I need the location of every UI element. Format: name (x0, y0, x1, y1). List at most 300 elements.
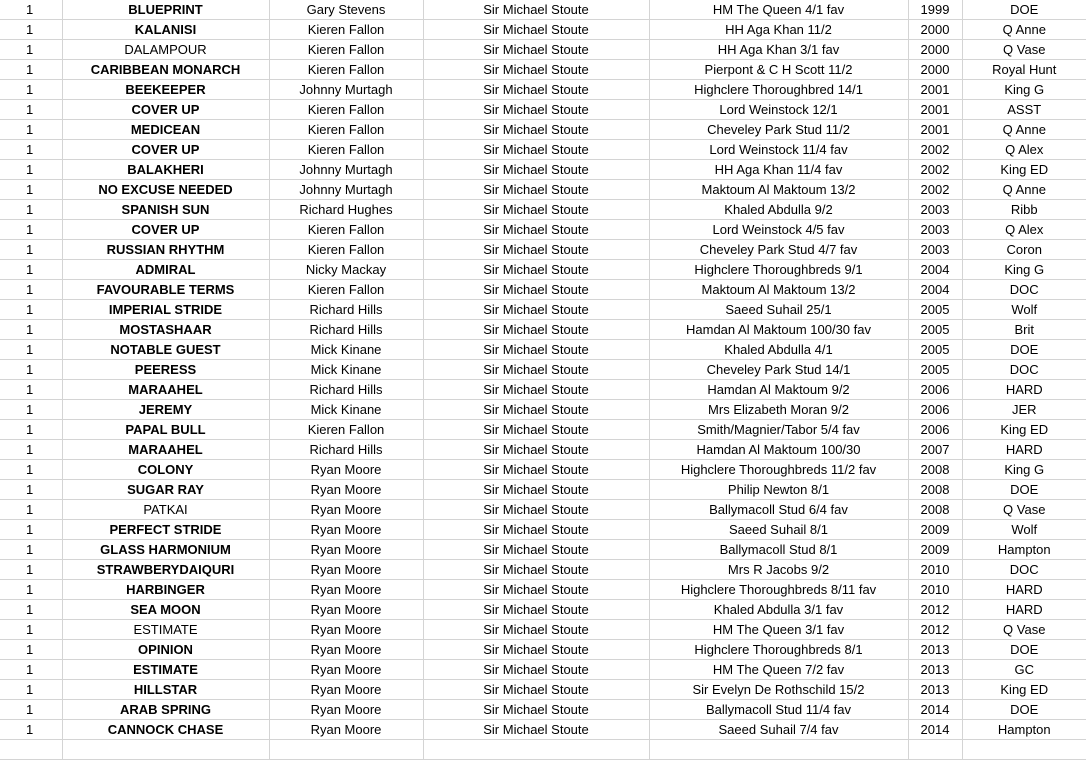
cell-horse[interactable]: JEREMY (62, 400, 269, 420)
cell-year[interactable]: 2005 (908, 320, 962, 340)
cell-year[interactable]: 2006 (908, 400, 962, 420)
cell-owner-odds[interactable]: Lord Weinstock 12/1 (649, 100, 908, 120)
cell-year[interactable]: 2001 (908, 100, 962, 120)
cell-horse[interactable]: PAPAL BULL (62, 420, 269, 440)
cell-owner-odds[interactable]: Saeed Suhail 25/1 (649, 300, 908, 320)
cell-owner-odds[interactable]: Highclere Thoroughbreds 11/2 fav (649, 460, 908, 480)
cell-race[interactable]: Q Anne (962, 180, 1086, 200)
cell-jockey[interactable]: Ryan Moore (269, 520, 423, 540)
cell-trainer[interactable]: Sir Michael Stoute (423, 40, 649, 60)
cell-position[interactable]: 1 (0, 20, 62, 40)
cell-jockey[interactable]: Johnny Murtagh (269, 180, 423, 200)
cell-jockey[interactable] (269, 740, 423, 760)
cell-position[interactable]: 1 (0, 160, 62, 180)
table-row (0, 560, 1086, 580)
cell-jockey[interactable]: Ryan Moore (269, 640, 423, 660)
cell-position[interactable]: 1 (0, 700, 62, 720)
cell-owner-odds[interactable]: Maktoum Al Maktoum 13/2 (649, 180, 908, 200)
cell-trainer[interactable]: Sir Michael Stoute (423, 680, 649, 700)
cell-position[interactable]: 1 (0, 180, 62, 200)
cell-horse[interactable]: OPINION (62, 640, 269, 660)
cell-jockey[interactable]: Richard Hills (269, 300, 423, 320)
cell-position[interactable]: 1 (0, 240, 62, 260)
cell-owner-odds[interactable]: Khaled Abdulla 4/1 (649, 340, 908, 360)
cell-horse[interactable]: PERFECT STRIDE (62, 520, 269, 540)
cell-trainer[interactable]: Sir Michael Stoute (423, 60, 649, 80)
cell-owner-odds[interactable]: HH Aga Khan 11/4 fav (649, 160, 908, 180)
cell-race[interactable]: Brit (962, 320, 1086, 340)
table-row (0, 80, 1086, 100)
table-row (0, 500, 1086, 520)
cell-position[interactable]: 1 (0, 500, 62, 520)
table-row (0, 160, 1086, 180)
cell-position[interactable]: 1 (0, 0, 62, 20)
table-row (0, 620, 1086, 640)
cell-year[interactable]: 1999 (908, 0, 962, 20)
cell-jockey[interactable]: Ryan Moore (269, 580, 423, 600)
cell-position[interactable]: 1 (0, 60, 62, 80)
cell-race[interactable]: King G (962, 460, 1086, 480)
cell-jockey[interactable]: Richard Hughes (269, 200, 423, 220)
cell-horse[interactable]: BLUEPRINT (62, 0, 269, 20)
cell-year[interactable]: 2010 (908, 560, 962, 580)
cell-trainer[interactable]: Sir Michael Stoute (423, 480, 649, 500)
cell-trainer[interactable]: Sir Michael Stoute (423, 500, 649, 520)
table-row (0, 380, 1086, 400)
cell-race[interactable]: DOE (962, 640, 1086, 660)
cell-owner-odds[interactable] (649, 740, 908, 760)
cell-year[interactable]: 2000 (908, 20, 962, 40)
cell-horse[interactable]: MARAAHEL (62, 440, 269, 460)
cell-race[interactable]: Q Vase (962, 620, 1086, 640)
cell-jockey[interactable]: Kieren Fallon (269, 60, 423, 80)
cell-jockey[interactable]: Ryan Moore (269, 560, 423, 580)
table-row (0, 120, 1086, 140)
cell-race[interactable]: King ED (962, 420, 1086, 440)
table-row (0, 220, 1086, 240)
cell-race[interactable]: King ED (962, 680, 1086, 700)
cell-race[interactable]: King ED (962, 160, 1086, 180)
cell-trainer[interactable]: Sir Michael Stoute (423, 120, 649, 140)
cell-trainer[interactable]: Sir Michael Stoute (423, 200, 649, 220)
cell-owner-odds[interactable]: Hamdan Al Maktoum 9/2 (649, 380, 908, 400)
cell-jockey[interactable]: Ryan Moore (269, 540, 423, 560)
cell-owner-odds[interactable]: Lord Weinstock 11/4 fav (649, 140, 908, 160)
cell-race[interactable]: ASST (962, 100, 1086, 120)
cell-horse[interactable]: NO EXCUSE NEEDED (62, 180, 269, 200)
table-row (0, 0, 1086, 20)
cell-horse[interactable]: STRAWBERYDAIQURI (62, 560, 269, 580)
cell-owner-odds[interactable]: Cheveley Park Stud 14/1 (649, 360, 908, 380)
cell-jockey[interactable]: Kieren Fallon (269, 240, 423, 260)
cell-trainer[interactable]: Sir Michael Stoute (423, 540, 649, 560)
cell-trainer[interactable]: Sir Michael Stoute (423, 100, 649, 120)
cell-owner-odds[interactable]: HH Aga Khan 11/2 (649, 20, 908, 40)
cell-owner-odds[interactable]: Mrs R Jacobs 9/2 (649, 560, 908, 580)
cell-owner-odds[interactable]: Saeed Suhail 7/4 fav (649, 720, 908, 740)
table-row (0, 360, 1086, 380)
table-row (0, 520, 1086, 540)
cell-jockey[interactable]: Kieren Fallon (269, 20, 423, 40)
cell-race[interactable]: DOE (962, 480, 1086, 500)
cell-horse[interactable]: ESTIMATE (62, 660, 269, 680)
cell-year[interactable]: 2006 (908, 380, 962, 400)
cell-trainer[interactable]: Sir Michael Stoute (423, 360, 649, 380)
table-row (0, 580, 1086, 600)
cell-trainer[interactable]: Sir Michael Stoute (423, 600, 649, 620)
table-row (0, 320, 1086, 340)
cell-horse[interactable]: FAVOURABLE TERMS (62, 280, 269, 300)
cell-jockey[interactable]: Ryan Moore (269, 700, 423, 720)
cell-jockey[interactable]: Richard Hills (269, 440, 423, 460)
cell-owner-odds[interactable]: Mrs Elizabeth Moran 9/2 (649, 400, 908, 420)
cell-position[interactable]: 1 (0, 520, 62, 540)
cell-owner-odds[interactable]: HH Aga Khan 3/1 fav (649, 40, 908, 60)
table-row (0, 260, 1086, 280)
cell-position[interactable]: 1 (0, 80, 62, 100)
cell-year[interactable]: 2012 (908, 620, 962, 640)
cell-horse[interactable]: HILLSTAR (62, 680, 269, 700)
cell-owner-odds[interactable]: Sir Evelyn De Rothschild 15/2 (649, 680, 908, 700)
cell-trainer[interactable]: Sir Michael Stoute (423, 620, 649, 640)
cell-owner-odds[interactable]: Khaled Abdulla 3/1 fav (649, 600, 908, 620)
cell-owner-odds[interactable]: HM The Queen 4/1 fav (649, 0, 908, 20)
cell-horse[interactable]: CANNOCK CHASE (62, 720, 269, 740)
cell-year[interactable]: 2002 (908, 180, 962, 200)
cell-year[interactable]: 2008 (908, 460, 962, 480)
table-row (0, 680, 1086, 700)
cell-trainer[interactable]: Sir Michael Stoute (423, 580, 649, 600)
cell-year[interactable]: 2003 (908, 200, 962, 220)
cell-position[interactable] (0, 740, 62, 760)
cell-year[interactable]: 2014 (908, 720, 962, 740)
cell-position[interactable]: 1 (0, 380, 62, 400)
cell-trainer[interactable]: Sir Michael Stoute (423, 560, 649, 580)
cell-owner-odds[interactable]: Hamdan Al Maktoum 100/30 (649, 440, 908, 460)
cell-horse[interactable]: COVER UP (62, 100, 269, 120)
table-row (0, 460, 1086, 480)
cell-race[interactable]: Hampton (962, 720, 1086, 740)
cell-trainer[interactable]: Sir Michael Stoute (423, 300, 649, 320)
cell-jockey[interactable]: Richard Hills (269, 320, 423, 340)
cell-year[interactable]: 2000 (908, 40, 962, 60)
cell-horse[interactable]: DALAMPOUR (62, 40, 269, 60)
cell-race[interactable]: DOC (962, 280, 1086, 300)
cell-position[interactable]: 1 (0, 100, 62, 120)
cell-trainer[interactable]: Sir Michael Stoute (423, 640, 649, 660)
cell-position[interactable]: 1 (0, 400, 62, 420)
cell-jockey[interactable]: Mick Kinane (269, 340, 423, 360)
cell-year[interactable]: 2002 (908, 160, 962, 180)
cell-horse[interactable]: RUSSIAN RHYTHM (62, 240, 269, 260)
table-row (0, 60, 1086, 80)
cell-trainer[interactable]: Sir Michael Stoute (423, 340, 649, 360)
table-row (0, 240, 1086, 260)
cell-trainer[interactable]: Sir Michael Stoute (423, 80, 649, 100)
cell-trainer[interactable]: Sir Michael Stoute (423, 180, 649, 200)
cell-trainer[interactable]: Sir Michael Stoute (423, 240, 649, 260)
cell-trainer[interactable]: Sir Michael Stoute (423, 260, 649, 280)
cell-trainer[interactable]: Sir Michael Stoute (423, 0, 649, 20)
table-row (0, 100, 1086, 120)
cell-year[interactable]: 2005 (908, 300, 962, 320)
cell-year[interactable]: 2009 (908, 540, 962, 560)
cell-race[interactable]: King G (962, 260, 1086, 280)
cell-jockey[interactable]: Ryan Moore (269, 600, 423, 620)
cell-horse[interactable] (62, 740, 269, 760)
cell-position[interactable]: 1 (0, 420, 62, 440)
table-row (0, 420, 1086, 440)
table-row (0, 300, 1086, 320)
cell-year[interactable]: 2013 (908, 660, 962, 680)
cell-trainer[interactable]: Sir Michael Stoute (423, 520, 649, 540)
cell-year[interactable]: 2006 (908, 420, 962, 440)
table-row (0, 740, 1086, 760)
cell-horse[interactable]: IMPERIAL STRIDE (62, 300, 269, 320)
cell-trainer[interactable]: Sir Michael Stoute (423, 460, 649, 480)
cell-position[interactable]: 1 (0, 120, 62, 140)
table-row (0, 200, 1086, 220)
cell-jockey[interactable]: Ryan Moore (269, 680, 423, 700)
cell-position[interactable]: 1 (0, 680, 62, 700)
cell-race[interactable]: DOC (962, 360, 1086, 380)
cell-race[interactable]: DOE (962, 0, 1086, 20)
cell-owner-odds[interactable]: Ballymacoll Stud 8/1 (649, 540, 908, 560)
cell-trainer[interactable]: Sir Michael Stoute (423, 660, 649, 680)
cell-trainer[interactable]: Sir Michael Stoute (423, 720, 649, 740)
cell-owner-odds[interactable]: Highclere Thoroughbred 14/1 (649, 80, 908, 100)
cell-year[interactable]: 2002 (908, 140, 962, 160)
cell-jockey[interactable]: Ryan Moore (269, 460, 423, 480)
cell-owner-odds[interactable]: HM The Queen 3/1 fav (649, 620, 908, 640)
cell-year[interactable]: 2009 (908, 520, 962, 540)
cell-owner-odds[interactable]: Hamdan Al Maktoum 100/30 fav (649, 320, 908, 340)
cell-horse[interactable]: KALANISI (62, 20, 269, 40)
cell-horse[interactable]: MOSTASHAAR (62, 320, 269, 340)
cell-year[interactable]: 2003 (908, 220, 962, 240)
table-row (0, 40, 1086, 60)
cell-trainer[interactable]: Sir Michael Stoute (423, 160, 649, 180)
cell-jockey[interactable]: Ryan Moore (269, 620, 423, 640)
cell-position[interactable]: 1 (0, 320, 62, 340)
cell-position[interactable]: 1 (0, 340, 62, 360)
cell-jockey[interactable]: Ryan Moore (269, 660, 423, 680)
cell-trainer[interactable]: Sir Michael Stoute (423, 400, 649, 420)
cell-jockey[interactable]: Ryan Moore (269, 480, 423, 500)
cell-owner-odds[interactable]: Khaled Abdulla 9/2 (649, 200, 908, 220)
cell-position[interactable]: 1 (0, 280, 62, 300)
table-row (0, 640, 1086, 660)
cell-position[interactable]: 1 (0, 660, 62, 680)
cell-horse[interactable]: CARIBBEAN MONARCH (62, 60, 269, 80)
cell-race[interactable]: DOE (962, 700, 1086, 720)
cell-year[interactable]: 2013 (908, 680, 962, 700)
cell-horse[interactable]: SEA MOON (62, 600, 269, 620)
cell-jockey[interactable]: Nicky Mackay (269, 260, 423, 280)
cell-owner-odds[interactable]: Ballymacoll Stud 11/4 fav (649, 700, 908, 720)
cell-position[interactable]: 1 (0, 200, 62, 220)
cell-jockey[interactable]: Kieren Fallon (269, 220, 423, 240)
cell-trainer[interactable]: Sir Michael Stoute (423, 420, 649, 440)
cell-year[interactable]: 2012 (908, 600, 962, 620)
cell-horse[interactable]: COVER UP (62, 220, 269, 240)
cell-race[interactable]: DOE (962, 340, 1086, 360)
cell-trainer[interactable]: Sir Michael Stoute (423, 20, 649, 40)
cell-position[interactable]: 1 (0, 620, 62, 640)
cell-position[interactable]: 1 (0, 460, 62, 480)
cell-year[interactable]: 2005 (908, 360, 962, 380)
cell-position[interactable]: 1 (0, 580, 62, 600)
cell-position[interactable]: 1 (0, 140, 62, 160)
cell-jockey[interactable]: Ryan Moore (269, 720, 423, 740)
cell-horse[interactable]: SPANISH SUN (62, 200, 269, 220)
cell-year[interactable]: 2007 (908, 440, 962, 460)
cell-race[interactable]: JER (962, 400, 1086, 420)
cell-position[interactable]: 1 (0, 440, 62, 460)
cell-year[interactable]: 2010 (908, 580, 962, 600)
cell-race[interactable]: Wolf (962, 520, 1086, 540)
cell-position[interactable]: 1 (0, 260, 62, 280)
cell-position[interactable]: 1 (0, 720, 62, 740)
table-row (0, 540, 1086, 560)
cell-race[interactable]: Q Alex (962, 140, 1086, 160)
cell-owner-odds[interactable]: Highclere Thoroughbreds 8/11 fav (649, 580, 908, 600)
cell-horse[interactable]: ADMIRAL (62, 260, 269, 280)
cell-jockey[interactable]: Mick Kinane (269, 400, 423, 420)
cell-race[interactable]: HARD (962, 380, 1086, 400)
cell-jockey[interactable]: Kieren Fallon (269, 100, 423, 120)
cell-year[interactable]: 2003 (908, 240, 962, 260)
cell-position[interactable]: 1 (0, 640, 62, 660)
cell-position[interactable]: 1 (0, 40, 62, 60)
cell-jockey[interactable]: Kieren Fallon (269, 120, 423, 140)
cell-owner-odds[interactable]: HM The Queen 7/2 fav (649, 660, 908, 680)
cell-trainer[interactable]: Sir Michael Stoute (423, 380, 649, 400)
cell-year[interactable]: 2001 (908, 120, 962, 140)
cell-owner-odds[interactable]: Lord Weinstock 4/5 fav (649, 220, 908, 240)
cell-horse[interactable]: HARBINGER (62, 580, 269, 600)
table-row (0, 340, 1086, 360)
cell-horse[interactable]: ESTIMATE (62, 620, 269, 640)
cell-owner-odds[interactable]: Pierpont & C H Scott 11/2 (649, 60, 908, 80)
cell-jockey[interactable]: Mick Kinane (269, 360, 423, 380)
cell-horse[interactable]: COVER UP (62, 140, 269, 160)
cell-jockey[interactable]: Kieren Fallon (269, 40, 423, 60)
cell-year[interactable]: 2014 (908, 700, 962, 720)
cell-trainer[interactable]: Sir Michael Stoute (423, 220, 649, 240)
cell-trainer[interactable]: Sir Michael Stoute (423, 140, 649, 160)
cell-owner-odds[interactable]: Maktoum Al Maktoum 13/2 (649, 280, 908, 300)
cell-trainer[interactable]: Sir Michael Stoute (423, 320, 649, 340)
table-row (0, 720, 1086, 740)
cell-race[interactable]: Ribb (962, 200, 1086, 220)
cell-horse[interactable]: BEEKEEPER (62, 80, 269, 100)
cell-race[interactable]: Q Anne (962, 120, 1086, 140)
cell-trainer[interactable]: Sir Michael Stoute (423, 440, 649, 460)
cell-jockey[interactable]: Kieren Fallon (269, 420, 423, 440)
cell-year[interactable]: 2000 (908, 60, 962, 80)
cell-jockey[interactable]: Richard Hills (269, 380, 423, 400)
cell-race[interactable]: Q Vase (962, 500, 1086, 520)
cell-race[interactable]: Q Alex (962, 220, 1086, 240)
cell-position[interactable]: 1 (0, 220, 62, 240)
cell-race[interactable]: Coron (962, 240, 1086, 260)
cell-year[interactable]: 2004 (908, 260, 962, 280)
table-row (0, 140, 1086, 160)
cell-year[interactable] (908, 740, 962, 760)
cell-horse[interactable]: ARAB SPRING (62, 700, 269, 720)
cell-jockey[interactable]: Ryan Moore (269, 500, 423, 520)
cell-jockey[interactable]: Johnny Murtagh (269, 160, 423, 180)
cell-horse[interactable]: COLONY (62, 460, 269, 480)
cell-horse[interactable]: MARAAHEL (62, 380, 269, 400)
cell-race[interactable]: Royal Hunt (962, 60, 1086, 80)
cell-horse[interactable]: NOTABLE GUEST (62, 340, 269, 360)
cell-race[interactable] (962, 740, 1086, 760)
cell-race[interactable]: DOC (962, 560, 1086, 580)
cell-jockey[interactable]: Johnny Murtagh (269, 80, 423, 100)
table-row (0, 700, 1086, 720)
cell-owner-odds[interactable]: Philip Newton 8/1 (649, 480, 908, 500)
cell-position[interactable]: 1 (0, 360, 62, 380)
cell-owner-odds[interactable]: Smith/Magnier/Tabor 5/4 fav (649, 420, 908, 440)
cell-race[interactable]: HARD (962, 600, 1086, 620)
cell-position[interactable]: 1 (0, 480, 62, 500)
cell-horse[interactable]: BALAKHERI (62, 160, 269, 180)
cell-race[interactable]: Wolf (962, 300, 1086, 320)
cell-horse[interactable]: PEERESS (62, 360, 269, 380)
cell-year[interactable]: 2005 (908, 340, 962, 360)
cell-horse[interactable]: SUGAR RAY (62, 480, 269, 500)
cell-owner-odds[interactable]: Highclere Thoroughbreds 8/1 (649, 640, 908, 660)
cell-position[interactable]: 1 (0, 300, 62, 320)
cell-owner-odds[interactable]: Highclere Thoroughbreds 9/1 (649, 260, 908, 280)
cell-race[interactable]: Q Anne (962, 20, 1086, 40)
cell-jockey[interactable]: Kieren Fallon (269, 280, 423, 300)
cell-year[interactable]: 2004 (908, 280, 962, 300)
cell-year[interactable]: 2013 (908, 640, 962, 660)
cell-race[interactable]: HARD (962, 440, 1086, 460)
table-row (0, 480, 1086, 500)
cell-position[interactable]: 1 (0, 540, 62, 560)
cell-jockey[interactable]: Kieren Fallon (269, 140, 423, 160)
table-row (0, 180, 1086, 200)
cell-owner-odds[interactable]: Cheveley Park Stud 4/7 fav (649, 240, 908, 260)
table-row (0, 400, 1086, 420)
cell-trainer[interactable] (423, 740, 649, 760)
cell-race[interactable]: Q Vase (962, 40, 1086, 60)
cell-trainer[interactable]: Sir Michael Stoute (423, 280, 649, 300)
cell-position[interactable]: 1 (0, 560, 62, 580)
cell-year[interactable]: 2008 (908, 480, 962, 500)
cell-race[interactable]: King G (962, 80, 1086, 100)
table-row (0, 600, 1086, 620)
cell-trainer[interactable]: Sir Michael Stoute (423, 700, 649, 720)
cell-jockey[interactable]: Gary Stevens (269, 0, 423, 20)
cell-year[interactable]: 2001 (908, 80, 962, 100)
cell-horse[interactable]: GLASS HARMONIUM (62, 540, 269, 560)
cell-owner-odds[interactable]: Ballymacoll Stud 6/4 fav (649, 500, 908, 520)
cell-horse[interactable]: PATKAI (62, 500, 269, 520)
cell-owner-odds[interactable]: Saeed Suhail 8/1 (649, 520, 908, 540)
cell-position[interactable]: 1 (0, 600, 62, 620)
cell-race[interactable]: HARD (962, 580, 1086, 600)
cell-race[interactable]: GC (962, 660, 1086, 680)
cell-race[interactable]: Hampton (962, 540, 1086, 560)
cell-horse[interactable]: MEDICEAN (62, 120, 269, 140)
cell-year[interactable]: 2008 (908, 500, 962, 520)
cell-owner-odds[interactable]: Cheveley Park Stud 11/2 (649, 120, 908, 140)
